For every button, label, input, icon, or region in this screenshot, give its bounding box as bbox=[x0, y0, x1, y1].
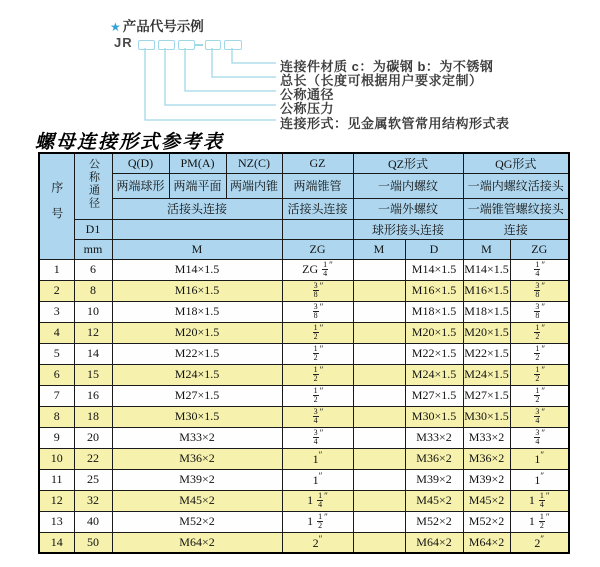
header-d1: D1 bbox=[74, 219, 112, 239]
header-row-1 bbox=[39, 153, 569, 173]
table-title: 螺母连接形式参考表 bbox=[35, 131, 225, 153]
cell-m: M45×2 bbox=[112, 490, 282, 511]
header-row-3 bbox=[39, 198, 569, 219]
cell-gz: $\frac{1}{2}$ ″ bbox=[282, 322, 353, 343]
header-blank-union bbox=[112, 219, 282, 239]
cell-seq: 11 bbox=[39, 469, 74, 490]
cell-qz-m bbox=[353, 532, 405, 553]
header-col-nz: NZ(C) bbox=[226, 153, 282, 173]
cell-dn: 40 bbox=[74, 511, 112, 532]
cell-seq: 6 bbox=[39, 364, 74, 385]
header-row-4 bbox=[39, 219, 569, 239]
cell-qz-d: M24×1.5 bbox=[405, 364, 463, 385]
cell-qz-d: M36×2 bbox=[405, 448, 463, 469]
table-row bbox=[39, 364, 569, 385]
cell-qz-d: M45×2 bbox=[405, 490, 463, 511]
cell-gz: $\frac{1}{2}$ ″ bbox=[282, 343, 353, 364]
table-row bbox=[39, 259, 569, 280]
table-row bbox=[39, 511, 569, 532]
cell-qz-d: M14×1.5 bbox=[405, 259, 463, 280]
cell-qz-m bbox=[353, 364, 405, 385]
cell-m: M52×2 bbox=[112, 511, 282, 532]
cell-qz-m bbox=[353, 406, 405, 427]
header-sub-qg2: 一端锥管螺纹接头 bbox=[463, 198, 569, 219]
cell-dn: 10 bbox=[74, 301, 112, 322]
cell-m: M30×1.5 bbox=[112, 406, 282, 427]
cell-dn: 20 bbox=[74, 427, 112, 448]
cell-qg-zg: $\frac{1}{2}$ ″ bbox=[510, 343, 569, 364]
cell-qg-zg: 1 $\frac{1}{2}$ ″ bbox=[510, 511, 569, 532]
cell-seq: 13 bbox=[39, 511, 74, 532]
cell-qz-m bbox=[353, 511, 405, 532]
cell-qz-m bbox=[353, 427, 405, 448]
table-row bbox=[39, 280, 569, 301]
table-row bbox=[39, 448, 569, 469]
cell-dn: 18 bbox=[74, 406, 112, 427]
cell-dn: 16 bbox=[74, 385, 112, 406]
cell-qz-m bbox=[353, 280, 405, 301]
cell-gz: $\frac{3}{8}$ ″ bbox=[282, 280, 353, 301]
cell-dn: 6 bbox=[74, 259, 112, 280]
cell-qg-zg: $\frac{1}{2}$ ″ bbox=[510, 385, 569, 406]
cell-dn: 12 bbox=[74, 322, 112, 343]
cell-m: M33×2 bbox=[112, 427, 282, 448]
cell-seq: 2 bbox=[39, 280, 74, 301]
cell-dn: 8 bbox=[74, 280, 112, 301]
cell-qg-zg: $\frac{3}{4}$ ″ bbox=[510, 406, 569, 427]
cell-qg-m: M33×2 bbox=[463, 427, 510, 448]
cell-qg-m: M64×2 bbox=[463, 532, 510, 553]
cell-qg-zg: $\frac{1}{4}$ ″ bbox=[510, 259, 569, 280]
table-row bbox=[39, 322, 569, 343]
header-nominal-diameter: 公称通径 bbox=[74, 153, 112, 219]
cell-seq: 4 bbox=[39, 322, 74, 343]
code-prefix: JR bbox=[114, 35, 133, 50]
header-blank-gz bbox=[282, 219, 353, 239]
header-col-q: Q(D) bbox=[112, 153, 169, 173]
cell-qg-zg: $\frac{3}{8}$ ″ bbox=[510, 280, 569, 301]
cell-dn: 14 bbox=[74, 343, 112, 364]
header-m: M bbox=[112, 239, 282, 259]
nut-connection-table bbox=[38, 152, 570, 554]
header-col-gz: GZ bbox=[282, 153, 353, 173]
cell-qg-zg: 2″ bbox=[510, 532, 569, 553]
header-seq: 序号 bbox=[39, 153, 74, 259]
cell-qg-m: M52×2 bbox=[463, 511, 510, 532]
cell-qz-d: M18×1.5 bbox=[405, 301, 463, 322]
cell-qg-m: M39×2 bbox=[463, 469, 510, 490]
cell-qg-m: M18×1.5 bbox=[463, 301, 510, 322]
header-sub-q: 两端球形 bbox=[112, 173, 169, 198]
cell-qz-m bbox=[353, 259, 405, 280]
cell-m: M18×1.5 bbox=[112, 301, 282, 322]
header-sub-qz1: 一端内螺纹 bbox=[353, 173, 463, 198]
cell-seq: 12 bbox=[39, 490, 74, 511]
cell-qz-m bbox=[353, 385, 405, 406]
cell-gz: 1″ bbox=[282, 448, 353, 469]
cell-qg-m: M36×2 bbox=[463, 448, 510, 469]
cell-qz-m bbox=[353, 301, 405, 322]
header-qg-connection: 连接 bbox=[463, 219, 569, 239]
cell-qg-m: M14×1.5 bbox=[463, 259, 510, 280]
cell-gz: $\frac{3}{4}$ ″ bbox=[282, 427, 353, 448]
header-col-qz: QZ形式 bbox=[353, 153, 463, 173]
table-row bbox=[39, 532, 569, 553]
header-col-qg: QG形式 bbox=[463, 153, 569, 173]
cell-m: M22×1.5 bbox=[112, 343, 282, 364]
header-sub-pm: 两端平面 bbox=[169, 173, 226, 198]
cell-gz: $\frac{1}{2}$ ″ bbox=[282, 385, 353, 406]
cell-m: M20×1.5 bbox=[112, 322, 282, 343]
label-connection-form: 连接形式：见金属软管常用结构形式表 bbox=[280, 116, 510, 131]
star-icon: ★ bbox=[110, 20, 121, 34]
cell-qg-zg: 1 $\frac{1}{4}$ ″ bbox=[510, 490, 569, 511]
table-row bbox=[39, 406, 569, 427]
label-total-length: 总长（长度可根据用户要求定制） bbox=[280, 73, 483, 88]
cell-seq: 7 bbox=[39, 385, 74, 406]
cell-m: M64×2 bbox=[112, 532, 282, 553]
cell-qg-zg: 1″ bbox=[510, 448, 569, 469]
cell-qg-m: M24×1.5 bbox=[463, 364, 510, 385]
header-qz-m: M bbox=[353, 239, 405, 259]
cell-qg-m: M45×2 bbox=[463, 490, 510, 511]
header-union-connection: 活接头连接 bbox=[112, 198, 282, 219]
header-sub-qz2: 一端外螺纹 bbox=[353, 198, 463, 219]
cell-m: M24×1.5 bbox=[112, 364, 282, 385]
cell-seq: 14 bbox=[39, 532, 74, 553]
cell-qg-m: M20×1.5 bbox=[463, 322, 510, 343]
cell-seq: 5 bbox=[39, 343, 74, 364]
cell-qz-m bbox=[353, 343, 405, 364]
table-row bbox=[39, 490, 569, 511]
cell-qz-d: M16×1.5 bbox=[405, 280, 463, 301]
label-connector-material: 连接件材质 c：为碳钢 b：为不锈钢 bbox=[280, 59, 494, 74]
cell-dn: 25 bbox=[74, 469, 112, 490]
header-qg-m: M bbox=[463, 239, 510, 259]
header-qg-zg: ZG bbox=[510, 239, 569, 259]
cell-qg-m: M30×1.5 bbox=[463, 406, 510, 427]
label-nominal-pressure: 公称压力 bbox=[280, 101, 335, 116]
cell-gz: 2″ bbox=[282, 532, 353, 553]
header-qz-d: D bbox=[405, 239, 463, 259]
product-code-heading-text: 产品代号示例 bbox=[122, 19, 204, 34]
cell-qz-m bbox=[353, 469, 405, 490]
cell-seq: 8 bbox=[39, 406, 74, 427]
table-row bbox=[39, 385, 569, 406]
cell-qg-zg: $\frac{3}{4}$ ″ bbox=[510, 427, 569, 448]
cell-qg-zg: $\frac{1}{2}$ ″ bbox=[510, 364, 569, 385]
cell-qg-m: M16×1.5 bbox=[463, 280, 510, 301]
table-row bbox=[39, 427, 569, 448]
cell-gz: $\frac{1}{2}$ ″ bbox=[282, 364, 353, 385]
cell-qz-m bbox=[353, 322, 405, 343]
cell-gz: $\frac{3}{8}$ ″ bbox=[282, 301, 353, 322]
cell-qg-zg: $\frac{1}{2}$ ″ bbox=[510, 322, 569, 343]
cell-seq: 3 bbox=[39, 301, 74, 322]
cell-m: M36×2 bbox=[112, 448, 282, 469]
cell-qg-m: M22×1.5 bbox=[463, 343, 510, 364]
table-row bbox=[39, 343, 569, 364]
header-col-pm: PM(A) bbox=[169, 153, 226, 173]
header-sub-qg1: 一端内螺纹活接头 bbox=[463, 173, 569, 198]
table-row bbox=[39, 301, 569, 322]
cell-qg-m: M27×1.5 bbox=[463, 385, 510, 406]
header-zg: ZG bbox=[282, 239, 353, 259]
cell-qz-d: M20×1.5 bbox=[405, 322, 463, 343]
header-gz-connection: 活接头连接 bbox=[282, 198, 353, 219]
cell-gz: $\frac{3}{4}$ ″ bbox=[282, 406, 353, 427]
cell-seq: 1 bbox=[39, 259, 74, 280]
cell-dn: 22 bbox=[74, 448, 112, 469]
cell-m: M27×1.5 bbox=[112, 385, 282, 406]
cell-qz-d: M27×1.5 bbox=[405, 385, 463, 406]
cell-gz: ZG $\frac{1}{4}$ ″ bbox=[282, 259, 353, 280]
cell-gz: 1 $\frac{1}{4}$ ″ bbox=[282, 490, 353, 511]
cell-qg-zg: 1″ bbox=[510, 469, 569, 490]
header-row-2 bbox=[39, 173, 569, 198]
cell-dn: 32 bbox=[74, 490, 112, 511]
cell-m: M16×1.5 bbox=[112, 280, 282, 301]
cell-m: M14×1.5 bbox=[112, 259, 282, 280]
header-qz-connection: 球形接头连接 bbox=[353, 219, 463, 239]
cell-qz-d: M52×2 bbox=[405, 511, 463, 532]
header-mm: mm bbox=[74, 239, 112, 259]
header-sub-gz: 两端锥管 bbox=[282, 173, 353, 198]
cell-qz-d: M33×2 bbox=[405, 427, 463, 448]
cell-seq: 10 bbox=[39, 448, 74, 469]
label-nominal-diameter: 公称通径 bbox=[280, 87, 335, 102]
cell-qz-m bbox=[353, 448, 405, 469]
cell-gz: 1 $\frac{1}{2}$ ″ bbox=[282, 511, 353, 532]
cell-qz-d: M30×1.5 bbox=[405, 406, 463, 427]
cell-qz-d: M39×2 bbox=[405, 469, 463, 490]
cell-qg-zg: $\frac{3}{8}$ ″ bbox=[510, 301, 569, 322]
cell-dn: 15 bbox=[74, 364, 112, 385]
header-row-5 bbox=[39, 239, 569, 259]
cell-seq: 9 bbox=[39, 427, 74, 448]
header-sub-nz: 两端内锥 bbox=[226, 173, 282, 198]
cell-qz-d: M64×2 bbox=[405, 532, 463, 553]
cell-gz: 1″ bbox=[282, 469, 353, 490]
cell-qz-d: M22×1.5 bbox=[405, 343, 463, 364]
table-row bbox=[39, 469, 569, 490]
cell-qz-m bbox=[353, 490, 405, 511]
cell-m: M39×2 bbox=[112, 469, 282, 490]
cell-dn: 50 bbox=[74, 532, 112, 553]
